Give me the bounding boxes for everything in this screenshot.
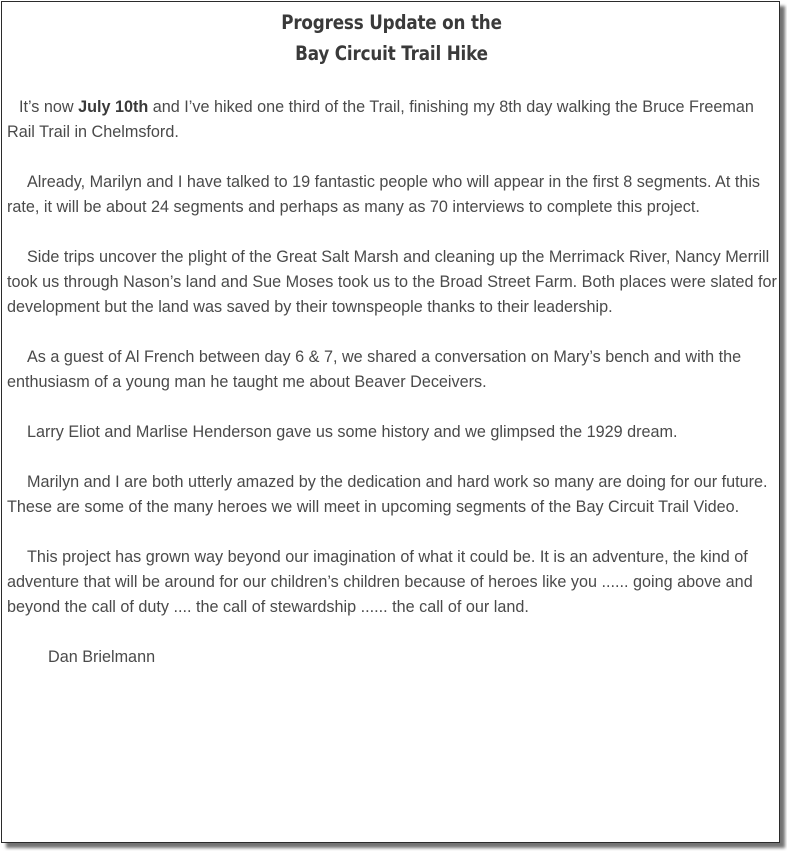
title-line-1: Progress Update on the xyxy=(281,11,502,34)
title-line-2: Bay Circuit Trail Hike xyxy=(295,42,488,65)
paragraph-al-french: As a guest of Al French between day 6 & 7, we shared a conversation on Mary’s bench and with the enthusiasm of a young man he taught me about Beaver Deceivers. xyxy=(7,348,742,391)
intro-prefix: It’s now xyxy=(19,98,79,116)
paragraph-history: Larry Eliot and Marlise Henderson gave us some history and we glimpsed the 1929 dream. xyxy=(27,423,678,441)
intro-paragraph xyxy=(7,95,779,145)
paragraph-side-trips: Side trips uncover the plight of the Great Salt Marsh and cleaning up the Merrimack River, Nancy Merrill took us through Nason’s land and Sue Moses took us to the Broad Street Farm. Both places were slated for development but the land was saved by their townspeople thanks to their leadership. xyxy=(7,248,777,316)
update-card xyxy=(1,1,780,843)
intro-date: July 10th xyxy=(78,98,149,116)
paragraph-interviews: Already, Marilyn and I have talked to 19 fantastic people who will appear in the first 8 segments. At this rate, it will be about 24 segments and perhaps as many as 70 interviews to complete this project. xyxy=(7,173,761,216)
paragraph-adventure: This project has grown way beyond our imagination of what it could be. It is an adventure, the kind of adventure that will be around for our children’s children because of heroes like you ...... going above and beyond the call of duty .... the call of stewardship ...... the call of our land. xyxy=(7,548,753,616)
signature: Dan Brielmann xyxy=(48,648,156,666)
paragraph-heroes: Marilyn and I are both utterly amazed by the dedication and hard work so many are doing for our future. These are some of the many heroes we will meet in upcoming segments of the Bay Circuit Trail Video. xyxy=(7,473,768,516)
letter-body xyxy=(7,95,779,670)
page-title xyxy=(57,7,727,69)
intro-suffix: and I’ve hiked one third of the Trail, finishing my 8th day walking the Bruce Freeman Rail Trail in Chelmsford. xyxy=(7,98,754,141)
